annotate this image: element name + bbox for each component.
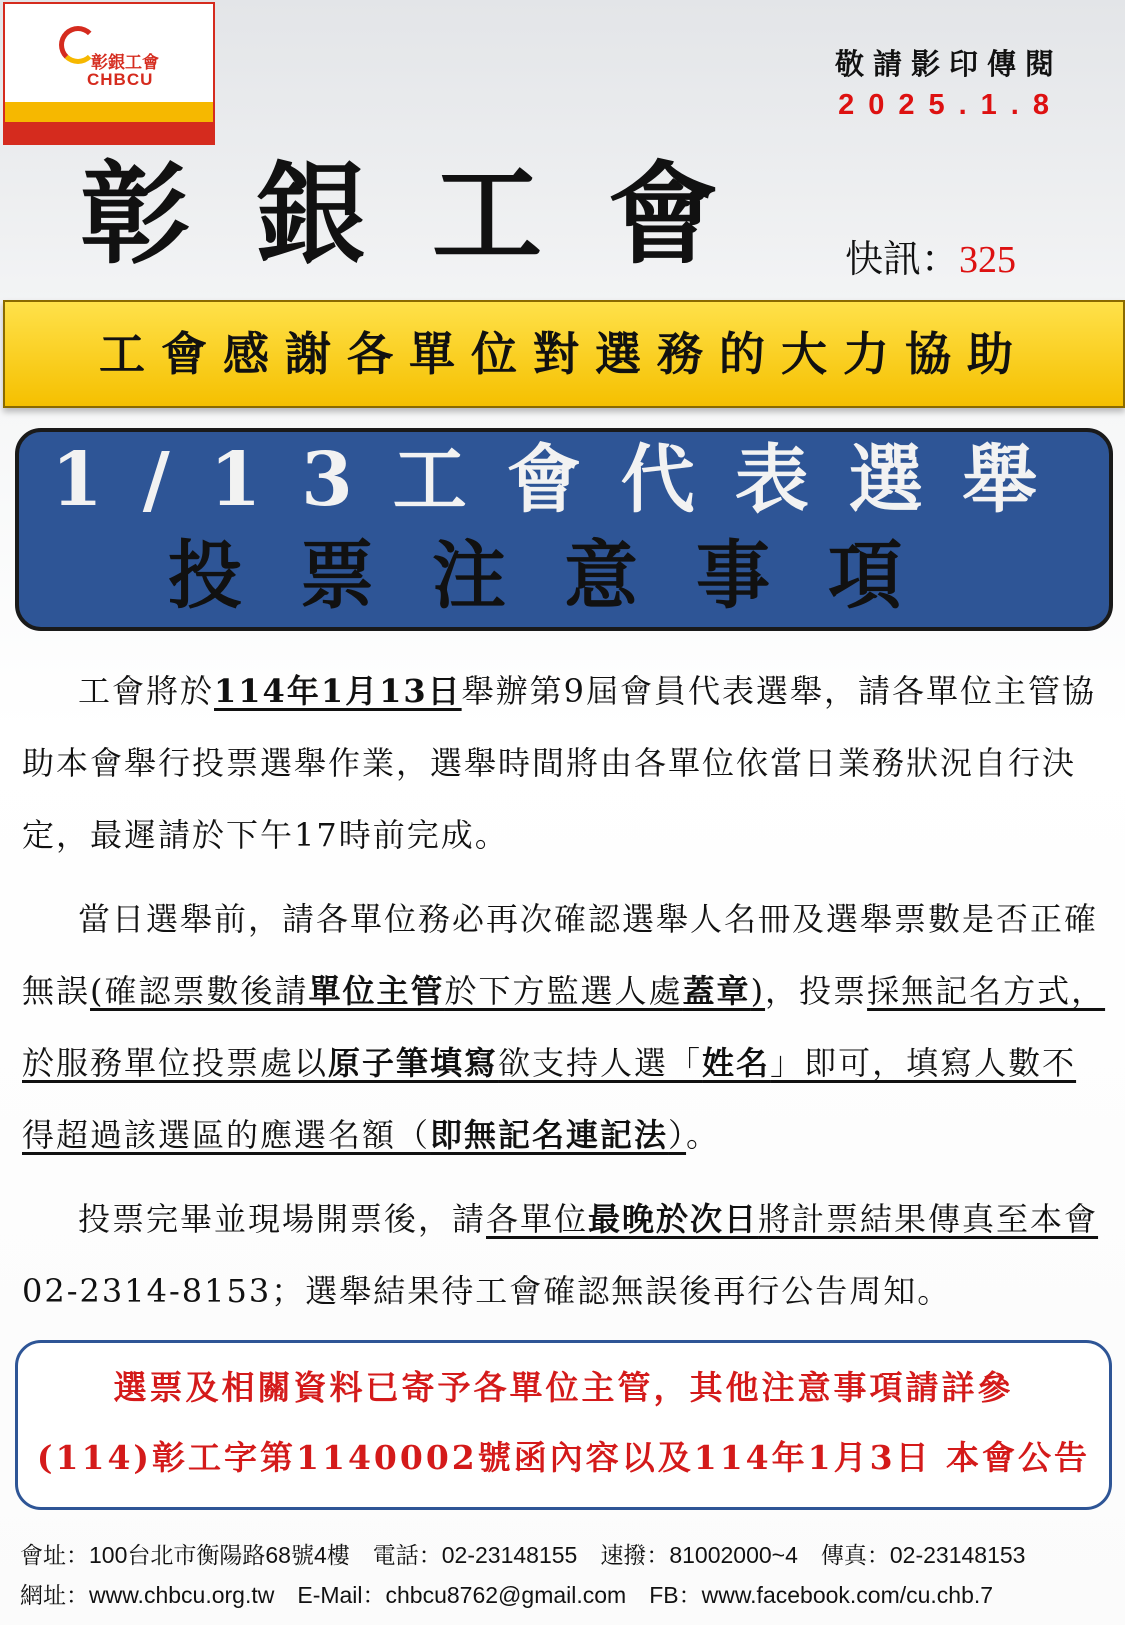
masthead-title: 彰銀工會: [80, 150, 784, 279]
copy-notice: [835, 42, 1063, 122]
p2-text-l: 」即可，填寫人數不得超過該選區的應選名額（: [22, 1044, 1077, 1154]
p1-text-b: 舉辦第9屆會員代表選舉，請各單位主管協助本會舉行投票選舉作業，選舉時間將由各單位依當日業務狀況自行決定，最遲請於下午17時前完成。: [22, 672, 1096, 854]
reference-line-1: 選票及相關資料已寄予各單位主管，其他注意事項請詳參: [113, 1368, 1014, 1407]
p2-text-d: 於下方監選人處: [444, 972, 683, 1010]
issue-label: [845, 228, 1016, 283]
p2-text-g: ，投票: [765, 972, 868, 1010]
p2-seal: 蓋章: [682, 972, 751, 1010]
headline-line2: 投票注意事項: [168, 533, 960, 619]
notice-date: 2025.1.8: [838, 89, 1063, 121]
issue-prefix: 快訊：: [845, 237, 960, 281]
p2-name: 姓名: [702, 1044, 771, 1082]
p3-underlined: [486, 1200, 1098, 1238]
headline-line1: 1/13工會代表選舉: [51, 437, 1077, 523]
p3-deadline: 最晚於次日: [588, 1200, 759, 1238]
paragraph-1: [22, 655, 1107, 871]
contact-footer: [20, 1535, 1025, 1615]
p2-text-a: 當日選舉前，請各單位務必再次確認選舉人名冊及選舉票數是否正確無誤: [22, 900, 1099, 1010]
headline-box: [15, 428, 1113, 631]
p2-text-h: 採無記名方式，於服務單位投票處以: [22, 972, 1106, 1082]
reference-notice-box: [15, 1340, 1112, 1510]
election-date: 114年1月13日: [214, 672, 462, 710]
p2-underlined-note: [90, 972, 765, 1010]
p2-text-n: ）: [668, 1116, 687, 1154]
p3-text-b: 各單位: [486, 1200, 589, 1238]
p3-text-d: 將計票結果傳真至本會: [758, 1200, 1099, 1238]
footer-address-line: 會址：100台北市衡陽路68號4樓 電話：02-23148155 速撥：81002000~4 傳真：02-23148153: [20, 1542, 1026, 1568]
logo-yellow-stripe: [5, 102, 213, 122]
logo-name-cn: 彰銀工會: [91, 53, 159, 73]
p2-unit-supervisor: 單位主管: [308, 972, 445, 1010]
footer-web-line: 網址：www.chbcu.org.tw E-Mail：chbcu8762@gmail.com FB：www.facebook.com/cu.chb.7: [20, 1582, 994, 1608]
p2-ballpoint: 原子筆填寫: [328, 1044, 499, 1082]
banner-title: 工會感謝各單位對選務的大力協助: [99, 327, 1029, 381]
logo-red-stripe: [5, 122, 213, 145]
notice-text: 敬請影印傳閱: [834, 47, 1063, 81]
paragraph-3: [22, 1183, 1107, 1327]
p2-text-o: 。: [686, 1116, 721, 1154]
logo-name-en: CHBCU: [87, 70, 154, 89]
p2-voting-method: 即無記名連記法: [430, 1116, 669, 1154]
p2-text-f: ): [750, 972, 766, 1010]
p3-text-e: 02-2314-8153；選舉結果待工會確認無誤後再行公告周知。: [22, 1272, 952, 1310]
p3-text-a: 投票完畢並現場開票後，請: [78, 1200, 487, 1238]
p2-text-j: 欲支持人選「: [498, 1044, 703, 1082]
p2-text-b: (確認票數後請: [90, 972, 309, 1010]
chbcu-logo: [3, 2, 215, 145]
p1-text-a: 工會將於: [78, 672, 215, 710]
thanks-banner: [3, 300, 1125, 408]
issue-number: 325: [959, 239, 1017, 281]
reference-line-2: (114)彰工字第1140002號函內容以及114年1月3日 本會公告: [36, 1438, 1091, 1477]
article-body: [22, 655, 1107, 1339]
paragraph-2: [22, 883, 1107, 1171]
